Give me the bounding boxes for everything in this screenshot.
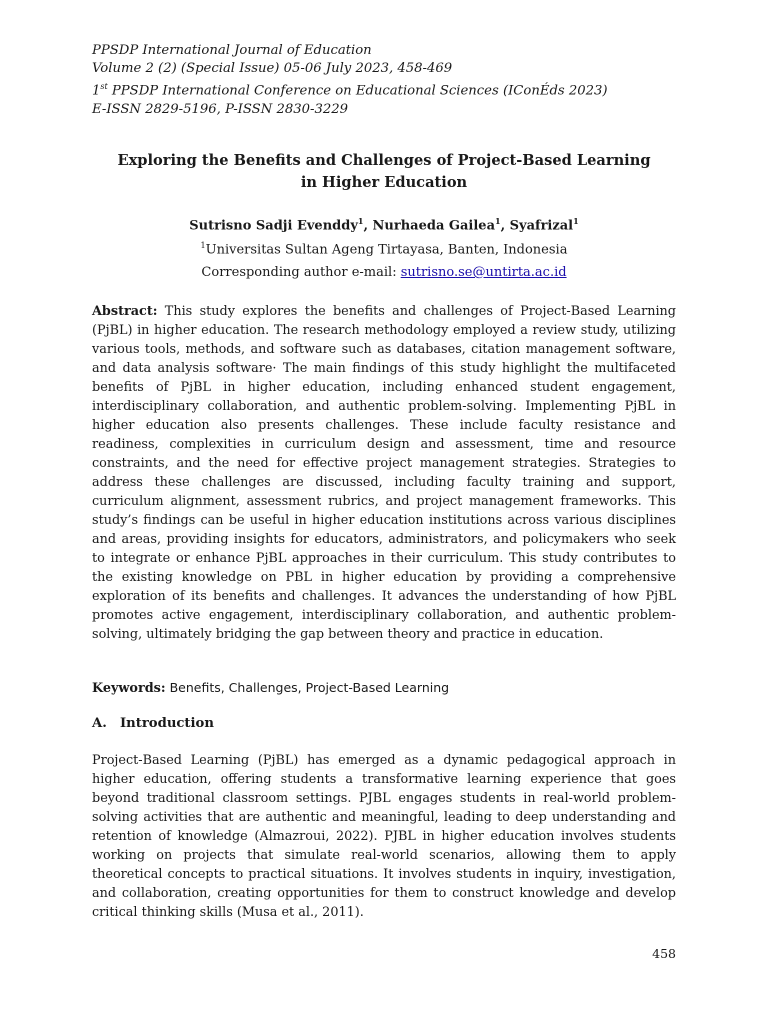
conference-line <box>92 78 692 101</box>
affiliation-marker: 1 <box>200 241 206 251</box>
abstract <box>92 302 676 644</box>
keywords-label: Keywords: <box>92 681 166 696</box>
author-block <box>92 211 676 261</box>
page-number: 458 <box>652 946 676 961</box>
corresponding-email-link[interactable]: sutrisno.se@untirta.ac.id <box>400 265 567 280</box>
keywords-text: Benefits, Challenges, Project-Based Learning <box>165 680 450 695</box>
journal-volume: Volume 2 (2) (Special Issue) 05-06 July 2023, 458-469 <box>92 61 453 77</box>
author-names <box>92 211 676 236</box>
paper-title <box>92 150 676 193</box>
author-2: , Nurhaeda Gailea <box>363 218 495 234</box>
abstract-text: This study explores the benefits and challenges of Project-Based Learning (PjBL) in higher education. The research methodology employed a review study, utilizing various tools, methods, and software such as databases, citation management software, and data analysis software· The main findings of this study highlight the multifaceted benefits of PjBL in higher education, including enhanced student engagement, interdisciplinary collaboration, and authentic problem-solving. Implementing PjBL in higher education also presents challenges. These include faculty resistance and readiness, complexities in curriculum design and assessment, time and resource constraints, and the need for effective project management strategies. Strategies to address these challenges are discussed, including faculty training and support, curriculum alignment, assessment rubrics, and project management frameworks. This study’s findings can be useful in higher education institutions across various disciplines and areas, providing insights for educators, administrators, and policymakers who seek to integrate or enhance PjBL approaches in their curriculum. This study contributes to the existing knowledge on PBL in higher education by providing a comprehensive exploration of its benefits and challenges. It advances the understanding of how PjBL promotes active engagement, interdisciplinary collaboration, and authentic problem-solving, ultimately bridging the gap between theory and practice in education. <box>92 304 676 642</box>
title-line-1: Exploring the Benefits and Challenges of Project-Based Learning <box>117 152 651 169</box>
title-line-2: in Higher Education <box>300 173 468 191</box>
author-3-affil: 1 <box>573 216 579 226</box>
conference-ordinal-suffix: st <box>100 82 108 92</box>
journal-name: PPSDP International Journal of Education <box>92 43 372 58</box>
conference-name: PPSDP International Conference on Educational Sciences (IConÉds 2023) <box>107 83 608 99</box>
section-title: Introduction <box>120 716 214 731</box>
conference-ordinal: 1 <box>92 83 101 99</box>
author-2-affil: 1 <box>495 216 501 226</box>
corresponding-label: Corresponding author e-mail: <box>201 265 401 280</box>
intro-paragraph: Project-Based Learning (PjBL) has emerged as a dynamic pedagogical approach in higher education, offering students a transformative learning experience that goes beyond traditional classroom settings. PJBL engages students in real-world problem-solving activities that are authentic and meaningful, leading to deep understanding and retention of knowledge (Almazroui, 2022). PJBL in higher education involves students working on projects that simulate real-world scenarios, allowing them to apply theoretical concepts to practical situations. It involves students in inquiry, investigation, and collaboration, creating opportunities for them to construct knowledge and develop critical thinking skills (Musa et al., 2011). <box>92 753 676 920</box>
affiliation-text: Universitas Sultan Ageng Tirtayasa, Banten, Indonesia <box>205 242 568 258</box>
section-heading <box>92 714 676 734</box>
journal-header <box>92 42 692 119</box>
author-3: , Syafrizal <box>500 218 574 234</box>
author-1-affil: 1 <box>357 216 364 226</box>
abstract-label: Abstract: <box>92 304 158 319</box>
author-1: Sutrisno Sadji Evenddy <box>189 218 358 234</box>
issn-line: E-ISSN 2829-5196, P-ISSN 2830-3229 <box>92 102 349 117</box>
section-number: A. <box>92 716 107 731</box>
keywords <box>92 678 676 698</box>
corresponding-author <box>92 265 676 280</box>
affiliation <box>92 236 676 260</box>
